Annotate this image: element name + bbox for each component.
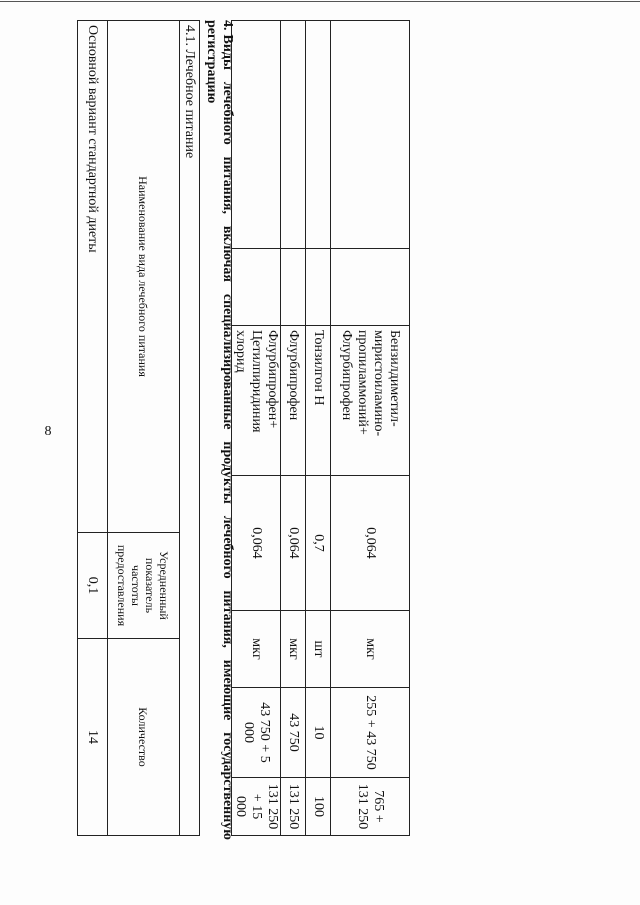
diet-quantity: 14	[78, 639, 108, 836]
medicine-amount-b: 131 250	[281, 778, 306, 836]
medicine-name: Бензилдиметил-миристоиламино-пропиламмоний+ Флурбипрофен	[331, 326, 410, 476]
empty-cell	[331, 21, 410, 249]
empty-cell	[232, 249, 281, 326]
medicine-unit: мкг	[331, 611, 410, 688]
page-number: 8	[44, 424, 52, 439]
medicines-table	[231, 20, 410, 836]
section-title: Виды лечебного питания, включая специализированные продукты лечебного питания, имеющие государственную регистрацию	[204, 20, 235, 840]
medicine-amount-a: 43 750 + 5 000	[232, 688, 281, 778]
medicine-dose: 0,064	[232, 476, 281, 611]
table-header-row	[108, 21, 180, 836]
section-number: 4.	[220, 20, 235, 31]
diet-name: Основной вариант стандартной диеты	[78, 21, 108, 533]
nutrition-table	[77, 20, 200, 836]
section-heading	[203, 20, 235, 840]
medicine-name: Тонзилгон Н	[306, 326, 331, 476]
table-row	[306, 21, 331, 836]
medicine-amount-b: 131 250 + 15 000	[232, 778, 281, 836]
table-row	[331, 21, 410, 836]
medicine-dose: 0,064	[331, 476, 410, 611]
header-quantity: Количество	[108, 639, 180, 836]
top-rule	[0, 1, 640, 2]
header-name: Наименование вида лечебного питания	[108, 21, 180, 533]
medicine-unit: мкг	[281, 611, 306, 688]
medicine-amount-b: 100	[306, 778, 331, 836]
medicine-name: Флурбипрофен+ Цетилпиридиния хлорид	[232, 326, 281, 476]
table-row	[180, 21, 200, 836]
empty-cell	[306, 21, 331, 249]
empty-cell	[232, 21, 281, 249]
table-row	[232, 21, 281, 836]
medicine-amount-a: 255 + 43 750	[331, 688, 410, 778]
empty-cell	[306, 249, 331, 326]
medicine-amount-a: 43 750	[281, 688, 306, 778]
medicine-dose: 0,064	[281, 476, 306, 611]
medicine-dose: 0,7	[306, 476, 331, 611]
table-row	[281, 21, 306, 836]
empty-cell	[281, 21, 306, 249]
empty-cell	[281, 249, 306, 326]
header-frequency: Усредненный показатель частоты предоставления	[108, 533, 180, 639]
medicine-name: Флурбипрофен	[281, 326, 306, 476]
empty-cell	[331, 249, 410, 326]
medicine-amount-a: 10	[306, 688, 331, 778]
diet-frequency: 0,1	[78, 533, 108, 639]
table-row	[78, 21, 108, 836]
medicine-unit: мкг	[232, 611, 281, 688]
medicine-unit: шт	[306, 611, 331, 688]
medicine-amount-b: 765 + 131 250	[331, 778, 410, 836]
rotated-page-content	[40, 20, 410, 860]
subsection-title: 4.1. Лечебное питание	[180, 21, 200, 836]
